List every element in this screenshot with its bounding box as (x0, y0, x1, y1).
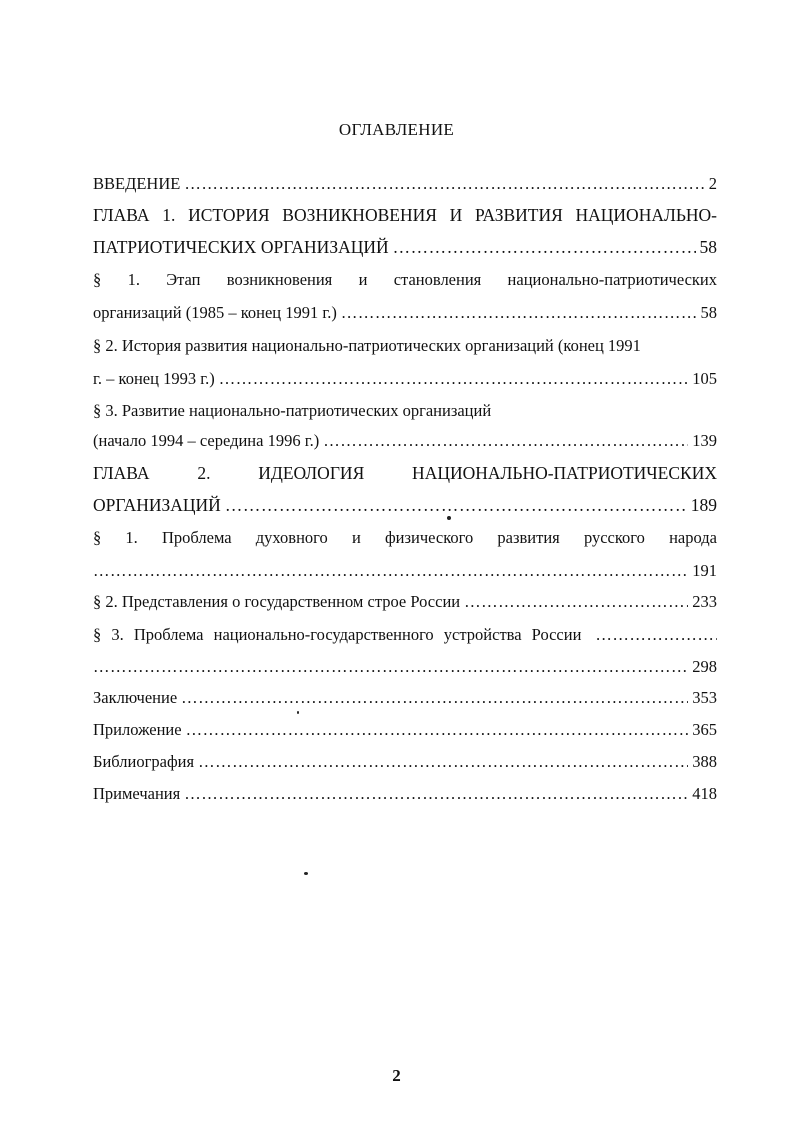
toc-entry-page: 58 (700, 303, 717, 322)
toc-entry-text: § 3. Развитие национально-патриотических организаций (93, 401, 492, 420)
toc-entry-section-1-3-line-1 (93, 399, 717, 423)
toc-entry-section-2-2 (93, 590, 717, 614)
toc-leader-dots (198, 750, 688, 774)
toc-leader-dots (323, 429, 688, 453)
toc-entry-section-2-1-line-2 (93, 559, 717, 583)
toc-entry-text: Заключение (93, 688, 178, 707)
toc-leader-dots (181, 686, 688, 710)
scan-speck (447, 516, 451, 520)
toc-leader-dots (595, 623, 717, 647)
toc-entry-section-1-2-line-1 (93, 334, 717, 358)
toc-entry-text: Библиография (93, 752, 195, 771)
toc-entry-bibliography (93, 750, 717, 774)
toc-entry-text: организаций (1985 – конец 1991 г.) (93, 303, 337, 322)
toc-entry-section-1-3-line-2 (93, 429, 717, 453)
page-number: 2 (392, 1066, 401, 1085)
toc-entry-page: 2 (708, 174, 717, 193)
toc-entry-page: 189 (690, 495, 717, 515)
toc-leader-dots (93, 559, 688, 583)
toc-leader-dots (225, 493, 687, 517)
toc-entry-conclusion (93, 686, 717, 710)
toc-entry-chapter-2-line-1 (93, 461, 717, 485)
toc-entry-text: § 1. Этап возникновения и становления национально-патриотических (93, 270, 717, 289)
toc-entry-page: 58 (699, 237, 717, 257)
toc-entry-appendix (93, 718, 717, 742)
toc-leader-dots (393, 235, 696, 259)
toc-entry-page: 353 (692, 688, 717, 707)
toc-entry-text: г. – конец 1993 г.) (93, 369, 215, 388)
toc-entry-text: Примечания (93, 784, 181, 803)
toc-leader-dots (341, 301, 697, 325)
toc-entry-section-1-2-line-2 (93, 367, 717, 391)
toc-entry-chapter-2-line-2 (93, 493, 717, 517)
toc-entry-page: 418 (692, 784, 717, 803)
toc-entry-notes (93, 782, 717, 806)
toc-entry-page: 365 (692, 720, 717, 739)
toc-leader-dots (93, 655, 688, 679)
toc-leader-dots (184, 782, 688, 806)
toc-entry-text: ГЛАВА 1. ИСТОРИЯ ВОЗНИКНОВЕНИЯ И РАЗВИТИЯ НАЦИОНАЛЬНО- (93, 205, 717, 225)
toc-entry-text: ВВЕДЕНИЕ (93, 174, 181, 193)
toc-entry-section-2-3-line-2 (93, 655, 717, 679)
toc-leader-dots (464, 590, 688, 614)
toc-title: ОГЛАВЛЕНИЕ (338, 120, 455, 139)
toc-leader-dots (219, 367, 689, 391)
toc-entry-section-2-1-line-1 (93, 526, 717, 550)
toc-entry-section-1-1-line-1 (93, 268, 717, 292)
toc-entry-text: § 2. История развития национально-патриотических организаций (конец 1991 (93, 336, 641, 355)
toc-entry-page: 191 (692, 561, 717, 580)
toc-entry-page: 233 (692, 592, 717, 611)
toc-entry-page: 298 (692, 657, 717, 676)
scan-speck (297, 711, 299, 714)
toc-entry-text: (начало 1994 – середина 1996 г.) (93, 431, 320, 450)
scan-speck (304, 872, 308, 875)
toc-entry-text: § 2. Представления о государственном строе России (93, 592, 461, 611)
toc-entry-text: Приложение (93, 720, 182, 739)
toc-entry-text: ПАТРИОТИЧЕСКИХ ОРГАНИЗАЦИЙ (93, 237, 389, 257)
toc-entry-chapter-1-line-2 (93, 235, 717, 259)
toc-entry-text: § 1. Проблема духовного и физического развития русского народа (93, 528, 717, 547)
toc-entry-chapter-1-line-1 (93, 203, 717, 227)
toc-entry-section-1-1-line-2 (93, 301, 717, 325)
toc-entry-page: 139 (692, 431, 717, 450)
toc-entry-text: ГЛАВА 2. ИДЕОЛОГИЯ НАЦИОНАЛЬНО-ПАТРИОТИЧЕСКИХ (93, 463, 717, 483)
toc-leader-dots (184, 172, 704, 196)
toc-leader-dots (186, 718, 689, 742)
toc-entry-section-2-3-line-1 (93, 623, 717, 647)
toc-entry-page: 105 (692, 369, 717, 388)
toc-entry-introduction (93, 172, 717, 196)
toc-entry-text: § 3. Проблема национально-государственного устройства России (93, 625, 582, 644)
toc-entry-page: 388 (692, 752, 717, 771)
toc-entry-text: ОРГАНИЗАЦИЙ (93, 495, 221, 515)
